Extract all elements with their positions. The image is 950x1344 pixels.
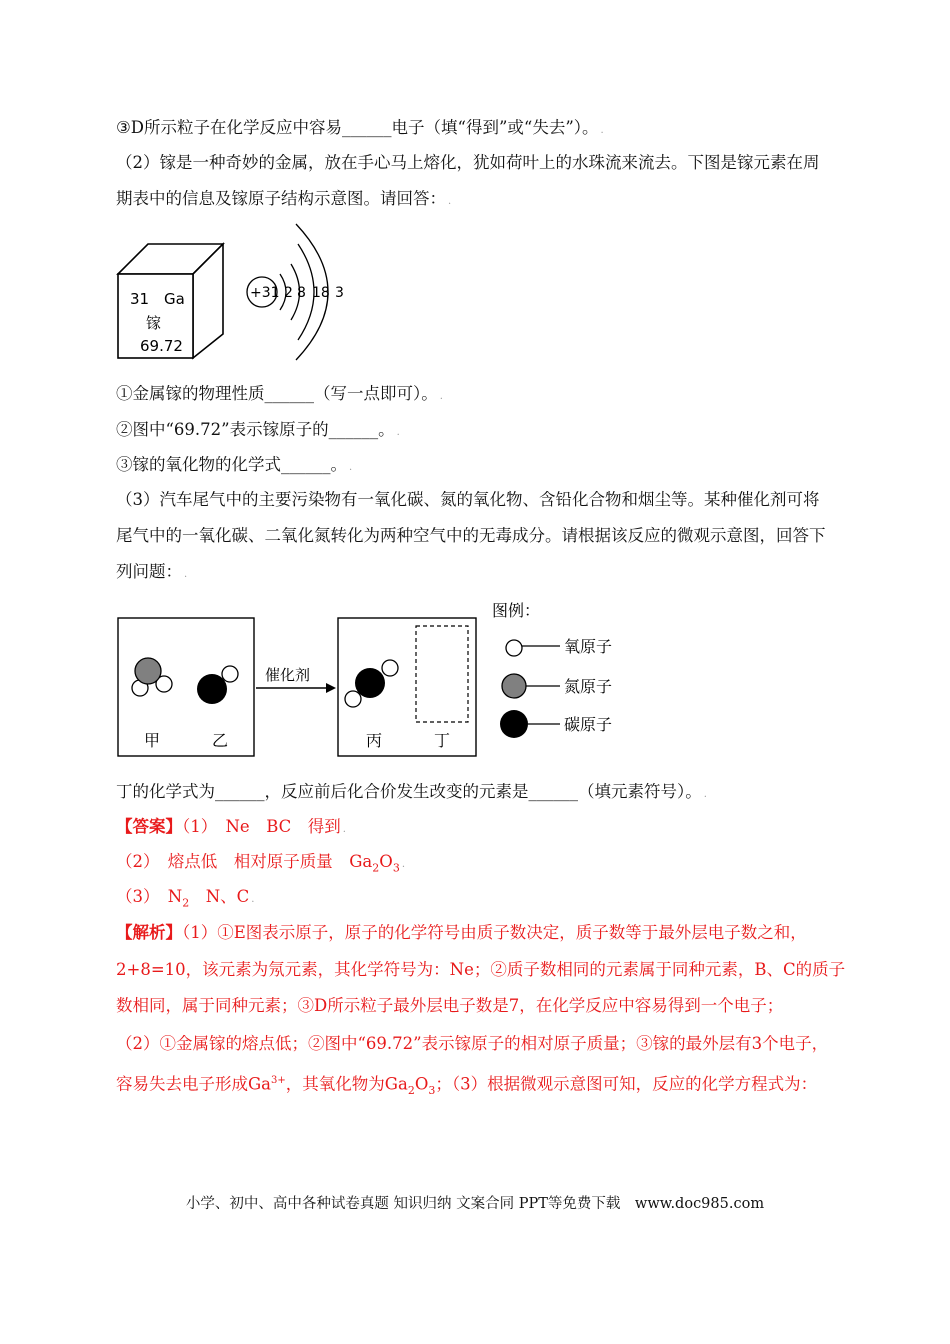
reaction-diagram <box>116 596 636 766</box>
carbon-atom <box>197 674 227 704</box>
shell-electrons-1: 2 <box>284 285 293 301</box>
analysis-line-2: 2+8=10，该元素为氖元素，其化学符号为：Ne；②质子数相同的元素属于同种元素，B、C的质子 <box>116 960 846 979</box>
atom-structure-diagram <box>247 224 344 360</box>
label-jia: 甲 <box>144 731 161 750</box>
shell-electrons-2: 8 <box>297 285 306 301</box>
oxygen-atom <box>345 691 361 707</box>
gallium-figure <box>116 222 366 372</box>
analysis-line-5: 容易失去电子形成$Ga^{3+}$，其氧化物为$Ga_2O_3$；（3）根据微观示意图可知，反应的化学方程式为： <box>116 1074 818 1097</box>
question-3-intro-line1: （3）汽车尾气中的主要污染物有一氧化碳、氮的氧化物、含铅化合物和烟尘等。某种催化剂可将 <box>116 490 820 509</box>
legend-oxygen-label: 氧原子 <box>564 637 613 656</box>
legend-title: 图例： <box>492 601 541 620</box>
label-bing: 丙 <box>366 731 383 750</box>
question-3-question: 丁的化学式为______，反应前后化合价发生改变的元素是______（填元素符号）。 . <box>116 782 707 801</box>
question-3-intro-line3: 列问题： . <box>116 562 188 581</box>
answer-line-3: （3） $N_2$ N、C . <box>116 887 255 910</box>
nitrogen-atom <box>135 658 161 684</box>
analysis-tag: 【解析】 <box>116 923 182 942</box>
element-card-cube <box>118 244 223 358</box>
answer-tag: 【答案】 <box>116 817 182 836</box>
legend-nitrogen-swatch <box>502 674 526 698</box>
reaction-arrow <box>256 666 336 693</box>
element-name: 镓 <box>146 314 162 332</box>
atomic-mass: 69.72 <box>140 337 183 355</box>
nucleus-charge: +31 <box>250 285 280 301</box>
shell-electrons-4: 3 <box>335 285 344 301</box>
question-2-intro-line2: 期表中的信息及镓原子结构示意图。请回答： . <box>116 189 452 208</box>
page-footer: 小学、初中、高中各种试卷真题 知识归纳 文案合同 PPT等免费下载 www.doc985.com <box>185 1196 765 1212</box>
shell-electrons-3: 18 <box>312 285 330 301</box>
legend-carbon-swatch <box>500 710 528 738</box>
analysis-line-4: （2）①金属镓的熔点低；②图中“69.72”表示镓原子的相对原子质量；③镓的最外层有3个电子， <box>116 1034 829 1053</box>
legend-oxygen-swatch <box>506 640 522 656</box>
legend-carbon-label: 碳原子 <box>564 715 613 734</box>
product-box <box>338 618 476 756</box>
label-ding: 丁 <box>434 731 451 750</box>
answer-line-1: 【答案】（1） Ne BC 得到 . <box>116 817 346 836</box>
analysis-line-1: 【解析】（1）①E图表示原子，原子的化学符号由质子数决定，质子数等于最外层电子数之和， <box>116 923 807 942</box>
reactant-box <box>118 618 254 756</box>
answer-line-2: （2） 熔点低 相对原子质量 $Ga_2O_3$ . <box>116 852 405 875</box>
question-2-3: ③镓的氧化物的化学式______。 . <box>116 455 353 474</box>
atomic-number: 31 <box>130 290 150 308</box>
analysis-line-3: 数相同，属于同种元素；③D所示粒子最外层电子数是7，在化学反应中容易得到一个电子； <box>116 996 784 1015</box>
oxygen-atom <box>222 666 238 682</box>
catalyst-label: 催化剂 <box>265 666 311 684</box>
oxygen-atom <box>382 660 398 676</box>
question-1-3: ③D所示粒子在化学反应中容易______电子（填“得到”或“失去”）。 . <box>116 118 604 137</box>
label-yi: 乙 <box>212 731 229 750</box>
carbon-atom <box>355 668 385 698</box>
question-3-intro-line2: 尾气中的一氧化碳、二氧化氮转化为两种空气中的无毒成分。请根据该反应的微观示意图，回答下 <box>116 526 826 545</box>
element-symbol: Ga <box>164 290 185 308</box>
question-2-1: ①金属镓的物理性质______（写一点即可）。 . <box>116 384 443 403</box>
legend <box>492 601 612 738</box>
legend-nitrogen-label: 氮原子 <box>564 677 613 696</box>
question-2-2: ②图中“69.72”表示镓原子的______。 . <box>116 420 400 439</box>
question-2-intro-line1: （2）镓是一种奇妙的金属，放在手心马上熔化，犹如荷叶上的水珠流来流去。下图是镓元素在周 <box>116 153 820 172</box>
